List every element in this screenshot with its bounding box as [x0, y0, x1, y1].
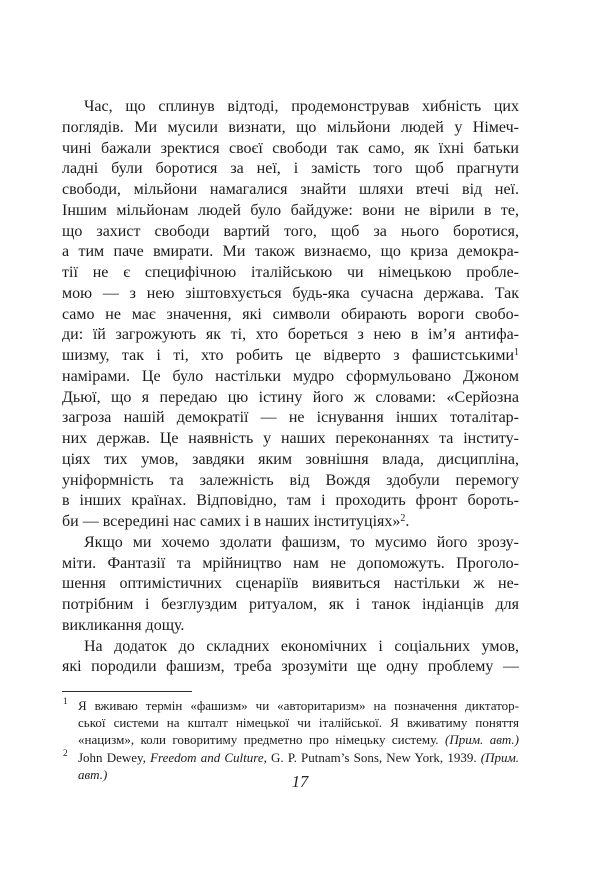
text-segment: На додаток до складних економічних і соціальних умов,: [84, 637, 519, 655]
text-segment: шизму, так і ті, хто робить це відверто з фашистськими: [62, 347, 514, 364]
paragraph: [62, 637, 519, 679]
footnote-separator: [62, 691, 192, 692]
paragraph: [62, 97, 519, 533]
text-segment: G. P. Putnam’s Sons, New York, 1939.: [266, 749, 481, 765]
text-segment: мою — з нею зіштовхується будь-яка сучасна держава. Так: [62, 284, 519, 302]
text-segment: ди: їй загрожують як ті, хто бореться з нею в ім’я антифа-: [62, 326, 519, 344]
text-line: [62, 429, 519, 450]
text-line: [62, 139, 519, 160]
text-line: [62, 388, 519, 409]
text-segment: «нацизм», коли говоритиму предметно про німецьку систему.: [78, 732, 445, 748]
text-line: [62, 118, 519, 139]
footnote-ref: 1: [514, 347, 519, 358]
text-segment: а тим паче вмирати. Ми також визнаємо, що криза демокра-: [62, 243, 519, 261]
text-segment: загроза нашій демократії — не існування інших тоталітар-: [62, 409, 519, 427]
text-line: [78, 731, 519, 748]
text-segment: викликання дощу.: [62, 616, 185, 634]
text-segment: потрібним і безглуздим ритуалом, як і танок індіанців для: [62, 596, 519, 613]
text-segment: які породили фашизм, треба зрозуміти ще одну проблему —: [62, 658, 519, 676]
text-line: [62, 242, 519, 263]
text-line: [62, 471, 519, 492]
text-line: [62, 616, 519, 637]
text-line: [62, 346, 519, 367]
text-segment: John Dewey,: [78, 749, 151, 765]
text-line: [62, 180, 519, 201]
text-line: [62, 450, 519, 471]
text-segment: би — всередині нас самих і в наших інституціях»: [62, 513, 401, 530]
text-line: [78, 714, 519, 731]
text-segment: Я вживаю термін «фашизм» чи «авторитаризм» на позначення диктатор-: [78, 698, 519, 713]
footnote-marker: 2: [63, 748, 68, 759]
italic-text: (Прим. авт.): [445, 732, 519, 748]
text-segment: .: [405, 513, 410, 530]
text-segment: поглядів. Ми мусили визнати, що мільйони людей у Німеч-: [62, 118, 519, 136]
text-segment: в інших країнах. Відповідно, там і проходить фронт бороть-: [62, 492, 519, 510]
footnote-marker: 1: [63, 697, 68, 707]
text-line: [62, 159, 519, 180]
body-text: [62, 97, 519, 678]
text-segment: Іншим мільйонам людей було байдуже: вони не вірили в те,: [62, 201, 519, 219]
text-line: [62, 574, 519, 595]
text-segment: Якщо ми хочемо здолати фашизм, то мусимо його зрозу-: [84, 533, 519, 551]
footnote-item: [62, 697, 519, 749]
text-line: [62, 97, 519, 118]
text-segment: само не має значення, які символи обирають вороги свобо-: [62, 305, 519, 323]
text-segment: чині бажали зректися своєї свободи так само, як їхні батьки: [62, 139, 519, 157]
text-line: [62, 554, 519, 575]
text-line: [78, 697, 519, 714]
text-line: [62, 408, 519, 429]
italic-text: Freedom and Culture,: [150, 749, 267, 765]
text-line: [62, 637, 519, 658]
text-segment: тії не є специфічною італійською чи німецькою пробле-: [62, 264, 519, 281]
text-line: [62, 491, 519, 512]
text-segment: уніформність та залежність від Вождя здобули перемогу: [62, 471, 519, 489]
text-line: [62, 512, 519, 533]
text-line: [62, 263, 519, 284]
italic-text: (Прим. авт.): [78, 749, 520, 782]
text-line: [62, 533, 519, 554]
text-segment: ладні були боротися за неї, і замість того щоб прагнути: [62, 160, 519, 178]
text-line: [62, 284, 519, 305]
text-line: [62, 305, 519, 326]
text-line: [62, 201, 519, 222]
page-number: 17: [291, 772, 309, 791]
text-segment: свободи, мільйони намагалися знайти шляхи втечі від неї.: [62, 181, 519, 198]
text-line: [62, 367, 519, 388]
text-segment: них держав. Це наявність у наших переконаннях та інститу-: [62, 430, 519, 447]
text-segment: ської системи на кшталт німецької чи італійської. Я вживатиму поняття: [78, 715, 519, 731]
text-segment: Час, що сплинув відтоді, продемонстрував хибність цих: [84, 98, 519, 115]
footnote-ref: 2: [400, 513, 406, 524]
text-line: [62, 657, 519, 678]
text-segment: шення оптимістичних сценаріїв виявиться настільки ж не-: [62, 575, 519, 593]
text-line: [62, 222, 519, 243]
text-segment: що захист свободи вартий того, щоб за нього боротися,: [62, 222, 519, 240]
text-segment: ціях тих умов, завдяки яким зовнішня влада, дисципліна,: [62, 450, 519, 468]
paragraph: [62, 533, 519, 637]
text-line: [62, 595, 519, 616]
text-line: [62, 325, 519, 346]
text-segment: намірами. Це було настільки мудро сформульовано Джоном: [62, 367, 519, 385]
text-segment: Дьюї, що я передаю цю істину його ж словами: «Серйозна: [62, 388, 519, 406]
text-segment: міти. Фантазії та мрійництво нам не допоможуть. Проголо-: [62, 554, 519, 572]
